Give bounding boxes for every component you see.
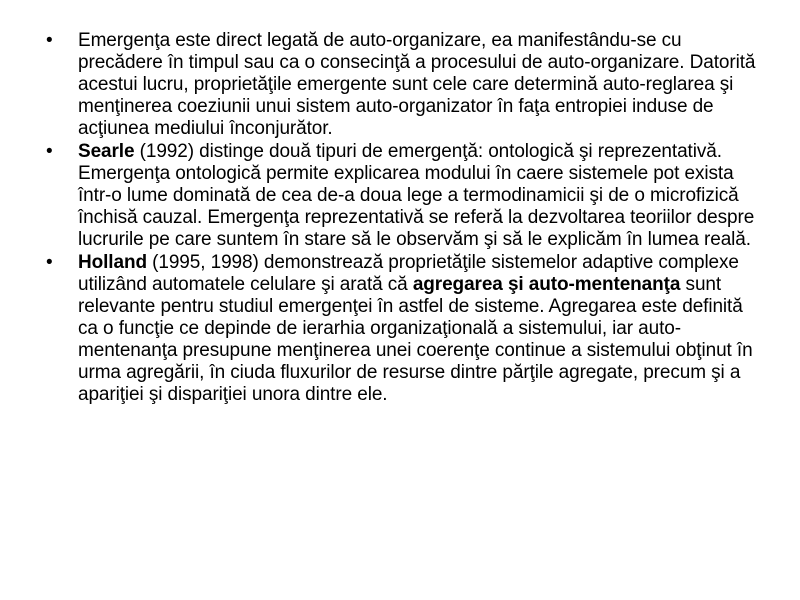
bullet-searle xyxy=(46,141,758,251)
author-name-holland: Holland xyxy=(78,252,147,273)
bullet-text-part-b: sunt relevante pentru studiul emergenţei în astfel de sisteme. Agregarea este definită ca o funcţie ce depinde de ierarhia organizaţională a sistemului, iar auto-mentenanţa presupune menţinerea unei coerenţe continue a sistemului obţinut în urma agregării, în ciuda fluxurilor de resurse dintre părţile agregate, precum şi a apariţiei şi dispariţiei unora dintre ele. xyxy=(78,274,753,405)
bullet-text-part-a: (1995, 1998) demonstrează proprietăţile sistemelor adaptive complexe utilizând automatele celulare şi arată că xyxy=(78,252,739,295)
term-self-maintenance: auto-mentenanţa xyxy=(528,274,681,295)
term-aggregation: agregarea xyxy=(412,274,503,295)
bullet-list xyxy=(46,30,758,407)
bullet-text: (1992) distinge două tipuri de emergenţă: ontologică şi reprezentativă. Emergenţa ontologică permite explicarea modului în caere sistemele pot exista într-o lume dominată de cea de-a doua lege a termodinamicii şi de o microfizică închisă cauzal. Emergenţa reprezentativă se referă la dezvoltarea teoriilor despre lucrurile pe care suntem în stare să le observăm şi să le explicăm în lumea reală. xyxy=(78,141,755,250)
author-name-searle: Searle xyxy=(78,141,135,162)
bullet-text: Emergenţa este direct legată de auto-organizare, ea manifestându-se cu precădere în timpul sau ca o consecinţă a procesului de auto-organizare. Datorită acestui lucru, proprietăţile emergente sunt cele care determină auto-reglarea şi menţinerea coeziunii unui sistem auto-organizator în faţa entropiei induse de acţiunea mediului înconjurător. xyxy=(78,30,756,139)
bullet-emergence-self-organization xyxy=(46,30,758,140)
bullet-holland xyxy=(46,252,758,406)
term-conjunction: şi xyxy=(502,274,529,295)
